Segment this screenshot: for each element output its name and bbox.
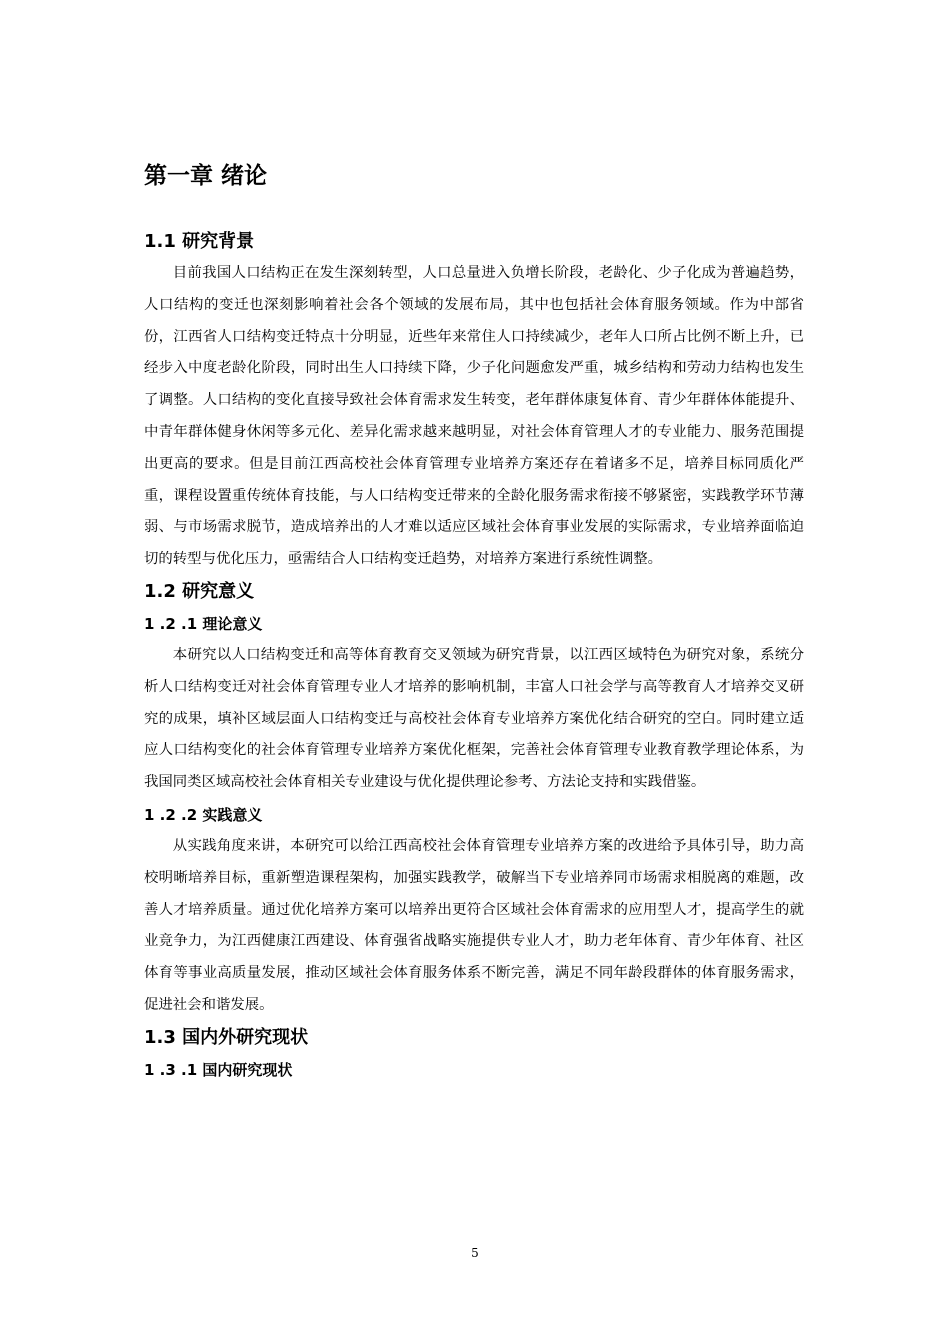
section-heading-1-2: 1.2 研究意义: [144, 580, 255, 602]
subsection-heading-1-2-2: 1 .2 .2 实践意义: [144, 805, 263, 824]
paragraph-research-background: 目前我国人口结构正在发生深刻转型，人口总量进入负增长阶段，老龄化、少子化成为普遍趋势，人口结构的变迁也深刻影响着社会各个领域的发展布局，其中也包括社会体育服务领域。作为中部省份，江西省人口结构变迁特点十分明显，近些年来常住人口持续减少，老年人口所占比例不断上升，已经步入中度老龄化阶段，同时出生人口持续下降，少子化问题愈发严重，城乡结构和劳动力结构也发生了调整。人口结构的变化直接导致社会体育需求发生转变，老年群体康复体育、青少年群体体能提升、中青年群体健身休闲等多元化、差异化需求越来越明显，对社会体育管理人才的专业能力、服务范围提出更高的要求。但是目前江西高校社会体育管理专业培养方案还存在着诸多不足，培养目标同质化严重，课程设置重传统体育技能，与人口结构变迁带来的全龄化服务需求衔接不够紧密，实践教学环节薄弱、与市场需求脱节，造成培养出的人才难以适应区域社会体育事业发展的实际需求，专业培养面临迫切的转型与优化压力，亟需结合人口结构变迁趋势，对培养方案进行系统性调整。: [144, 265, 804, 568]
subsection-heading-1-3-1: 1 .3 .1 国内研究现状: [144, 1060, 293, 1079]
paragraph-practical-significance: 从实践角度来讲，本研究可以给江西高校社会体育管理专业培养方案的改进给予具体引导，助力高校明晰培养目标，重新塑造课程架构，加强实践教学，破解当下专业培养同市场需求相脱离的难题，改善人才培养质量。通过优化培养方案可以培养出更符合区域社会体育需求的应用型人才，提高学生的就业竞争力，为江西健康江西建设、体育强省战略实施提供专业人才，助力老年体育、青少年体育、社区体育等事业高质量发展，推动区域社会体育服务体系不断完善，满足不同年龄段群体的体育服务需求，促进社会和谐发展。: [144, 837, 804, 1013]
page-content: [144, 156, 804, 1086]
page-number: 5: [471, 1246, 479, 1260]
paragraph-theoretical-significance: 本研究以人口结构变迁和高等体育教育交叉领域为研究背景，以江西区域特色为研究对象，系统分析人口结构变迁对社会体育管理专业人才培养的影响机制，丰富人口社会学与高等教育人才培养交叉研究的成果，填补区域层面人口结构变迁与高校社会体育专业培养方案优化结合研究的空白。同时建立适应人口结构变化的社会体育管理专业培养方案优化框架，完善社会体育管理专业教育教学理论体系，为我国同类区域高校社会体育相关专业建设与优化提供理论参考、方法论支持和实践借鉴。: [144, 646, 804, 791]
chapter-title: 第一章 绪论: [144, 163, 268, 189]
section-heading-1-3: 1.3 国内外研究现状: [144, 1026, 309, 1048]
subsection-heading-1-2-1: 1 .2 .1 理论意义: [144, 614, 263, 633]
section-heading-1-1: 1.1 研究背景: [144, 231, 255, 252]
